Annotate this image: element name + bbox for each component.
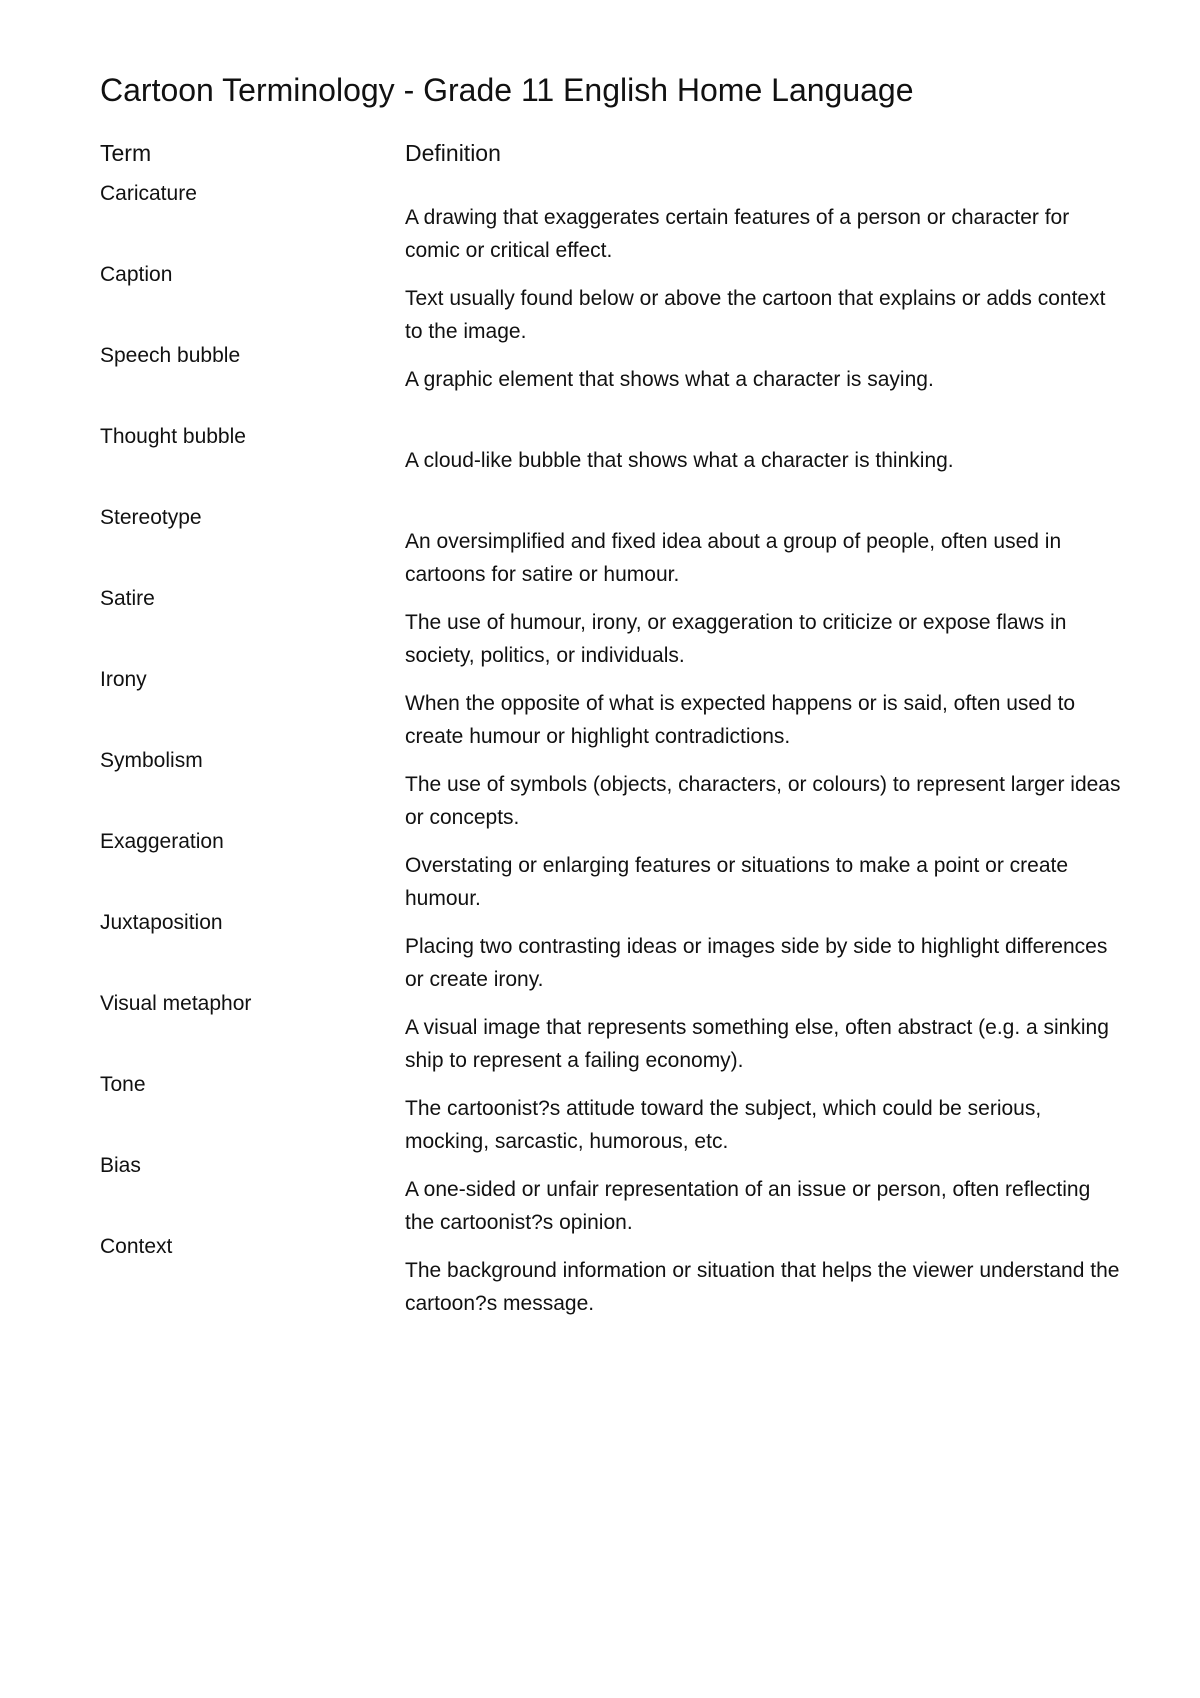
term-cell: Stereotype — [100, 506, 202, 529]
term-cell: Speech bubble — [100, 344, 241, 367]
definition-cell: A visual image that represents something else, often abstract (e.g. a sinking ship to represent a failing economy). — [405, 1016, 1109, 1072]
definition-cell: The use of symbols (objects, characters, or colours) to represent larger ideas or concepts. — [405, 773, 1121, 829]
definition-cell: The background information or situation that helps the viewer understand the cartoon?s message. — [405, 1259, 1120, 1315]
definition-column-header: Definition — [405, 140, 501, 166]
definition-cell: The use of humour, irony, or exaggeration to criticize or expose flaws in society, politics, or individuals. — [405, 611, 1067, 667]
definition-cell: When the opposite of what is expected happens or is said, often used to create humour or highlight contradictions. — [405, 692, 1076, 748]
term-cell: Exaggeration — [100, 830, 224, 853]
term-cell: Visual metaphor — [100, 992, 252, 1015]
term-cell: Bias — [100, 1154, 141, 1177]
term-cell: Satire — [100, 587, 155, 610]
page-title: Cartoon Terminology - Grade 11 English Home Language — [100, 72, 914, 108]
term-cell: Juxtaposition — [100, 911, 223, 934]
term-cell: Caption — [100, 263, 173, 286]
term-column-header: Term — [100, 140, 152, 166]
definition-cell: Text usually found below or above the cartoon that explains or adds context to the image. — [405, 287, 1106, 343]
definition-cell: Placing two contrasting ideas or images side by side to highlight differences or create irony. — [405, 935, 1108, 991]
term-cell: Symbolism — [100, 749, 203, 772]
term-cell: Context — [100, 1235, 173, 1258]
definition-cell: A cloud-like bubble that shows what a character is thinking. — [405, 449, 954, 472]
definition-cell: A graphic element that shows what a character is saying. — [405, 368, 934, 391]
term-cell: Tone — [100, 1073, 146, 1096]
definition-cell: An oversimplified and fixed idea about a group of people, often used in cartoons for satire or humour. — [405, 530, 1062, 586]
term-cell: Thought bubble — [100, 425, 246, 448]
definition-cell: Overstating or enlarging features or situations to make a point or create humour. — [405, 854, 1069, 910]
definition-cell: A drawing that exaggerates certain features of a person or character for comic or critical effect. — [405, 206, 1070, 262]
definition-cell: A one-sided or unfair representation of an issue or person, often reflecting the cartoonist?s opinion. — [405, 1178, 1091, 1234]
definition-cell: The cartoonist?s attitude toward the subject, which could be serious, mocking, sarcastic, humorous, etc. — [405, 1097, 1042, 1153]
term-cell: Irony — [100, 668, 147, 691]
term-cell: Caricature — [100, 182, 197, 205]
